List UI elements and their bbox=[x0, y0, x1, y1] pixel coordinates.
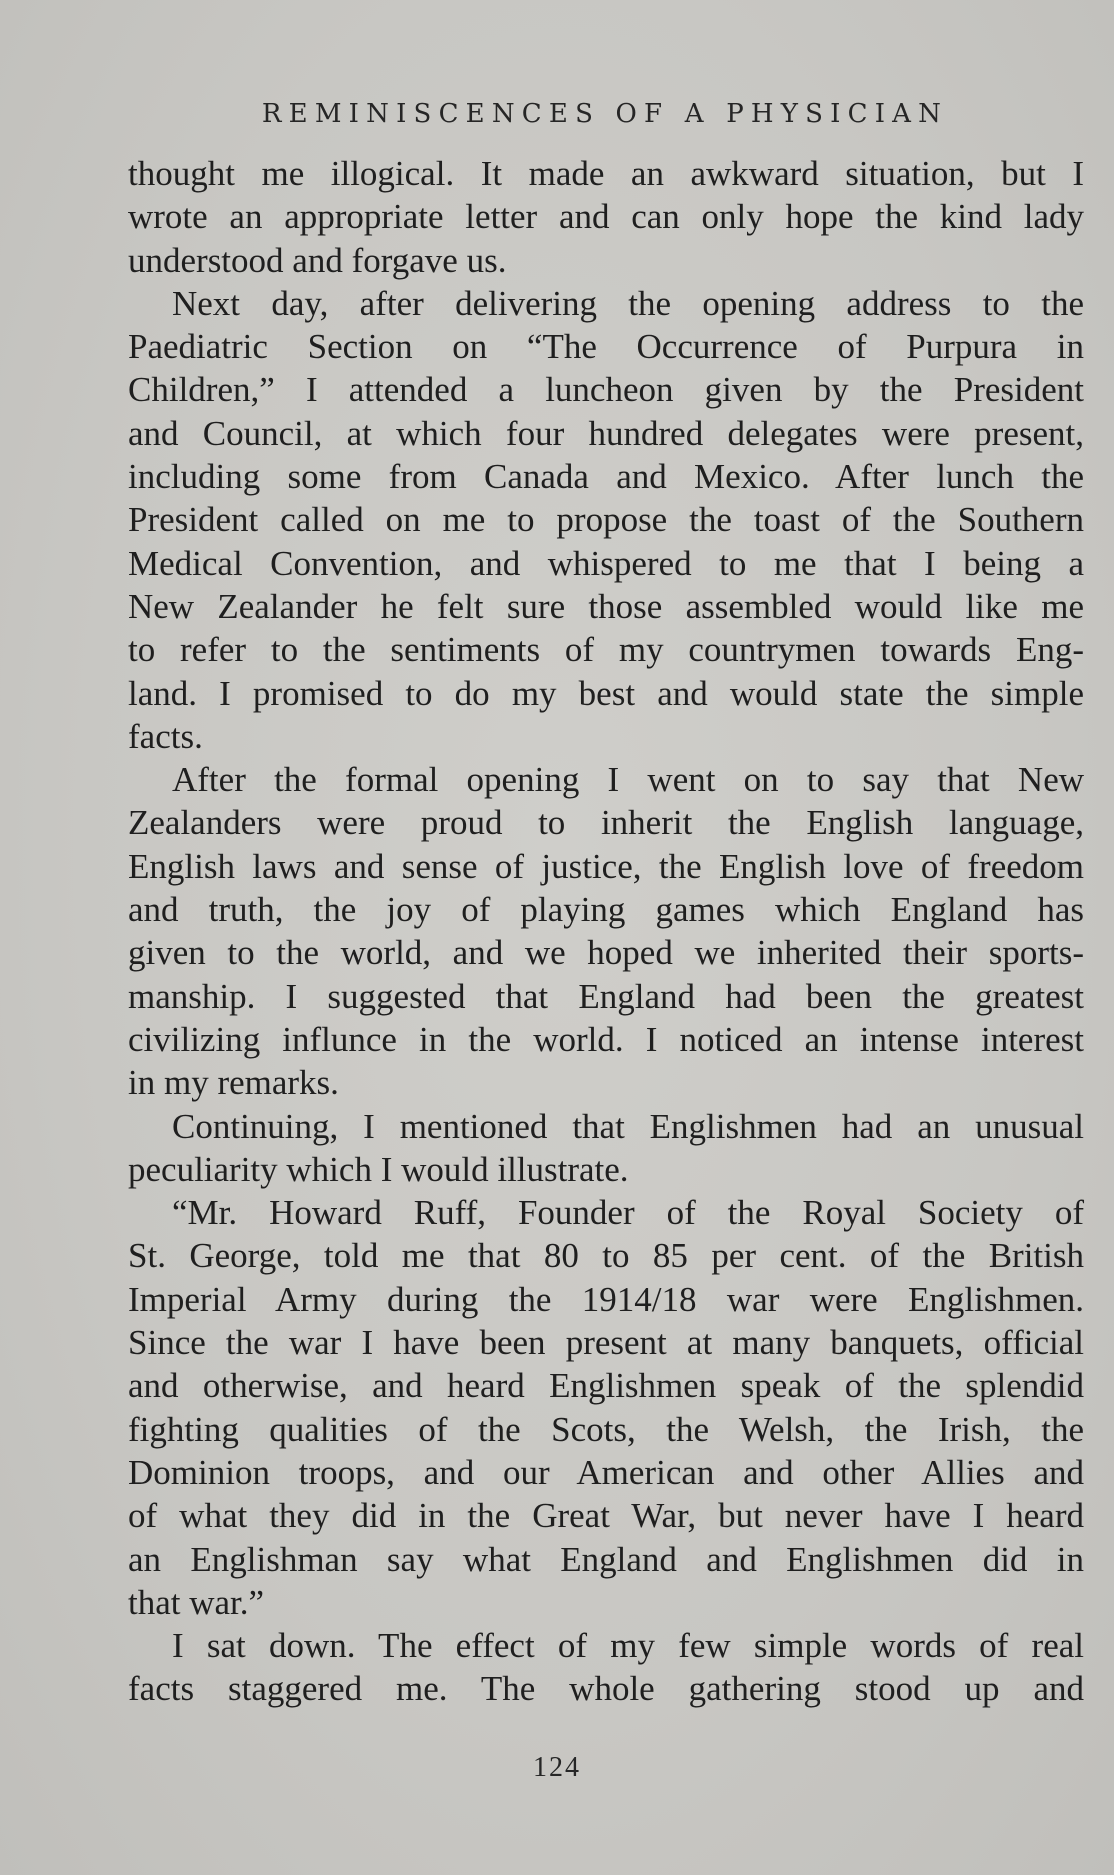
text-line: given to the world, and we hoped we inherited their sports- bbox=[128, 933, 1084, 973]
text-line: civilizing influnce in the world. I noticed an intense interest bbox=[128, 1019, 1084, 1059]
text-line: facts staggered me. The whole gathering stood up and bbox=[128, 1669, 1084, 1709]
text-line: Continuing, I mentioned that Englishmen had an unusual bbox=[172, 1106, 1084, 1146]
text-line: President called on me to propose the toast of the Southern bbox=[128, 500, 1084, 540]
text-line: After the formal opening I went on to say that New bbox=[172, 760, 1084, 800]
text-line: English laws and sense of justice, the English love of freedom bbox=[128, 846, 1084, 886]
text-line: Zealanders were proud to inherit the English language, bbox=[128, 803, 1084, 843]
body-text bbox=[128, 152, 1084, 1711]
text-line: thought me illogical. It made an awkward situation, but I bbox=[128, 154, 1084, 193]
text-line: Since the war I have been present at many banquets, official bbox=[128, 1323, 1084, 1363]
text-line: New Zealander he felt sure those assembled would like me bbox=[128, 586, 1084, 626]
text-line: and truth, the joy of playing games which England has bbox=[128, 890, 1084, 930]
text-line: and Council, at which four hundred delegates were present, bbox=[128, 413, 1084, 453]
text-line: Dominion troops, and our American and other Allies and bbox=[128, 1452, 1084, 1492]
text-line: Imperial Army during the 1914/18 war were Englishmen. bbox=[128, 1279, 1084, 1319]
text-line: manship. I suggested that England had been the greatest bbox=[128, 976, 1084, 1016]
text-line: that war.” bbox=[128, 1582, 265, 1622]
text-line: peculiarity which I would illustrate. bbox=[128, 1149, 629, 1189]
page-number: 124 bbox=[533, 1752, 581, 1783]
text-line: Medical Convention, and whispered to me that I being a bbox=[128, 543, 1084, 583]
text-line: St. George, told me that 80 to 85 per cent. of the British bbox=[128, 1236, 1084, 1276]
running-head: REMINISCENCES OF A PHYSICIAN bbox=[261, 99, 949, 129]
text-line: I sat down. The effect of my few simple words of real bbox=[172, 1626, 1084, 1666]
text-line: Next day, after delivering the opening address to the bbox=[172, 283, 1084, 323]
text-line: understood and forgave us. bbox=[128, 240, 507, 280]
text-line: in my remarks. bbox=[128, 1063, 339, 1103]
text-line: land. I promised to do my best and would state the simple bbox=[128, 673, 1084, 713]
text-line: fighting qualities of the Scots, the Welsh, the Irish, the bbox=[128, 1409, 1084, 1449]
text-line: and otherwise, and heard Englishmen speak of the splendid bbox=[128, 1366, 1084, 1406]
text-line: to refer to the sentiments of my countrymen towards Eng- bbox=[128, 630, 1084, 670]
text-line: wrote an appropriate letter and can only hope the kind lady bbox=[128, 197, 1084, 237]
text-line: “Mr. Howard Ruff, Founder of the Royal Society of bbox=[172, 1193, 1084, 1233]
text-line: an Englishman say what England and Englishmen did in bbox=[128, 1539, 1084, 1579]
text-line: Children,” I attended a luncheon given by the President bbox=[128, 370, 1084, 410]
text-line: including some from Canada and Mexico. After lunch the bbox=[128, 457, 1084, 497]
text-line: of what they did in the Great War, but never have I heard bbox=[128, 1496, 1084, 1536]
text-line: facts. bbox=[128, 716, 203, 756]
text-line: Paediatric Section on “The Occurrence of Purpura in bbox=[128, 327, 1084, 367]
